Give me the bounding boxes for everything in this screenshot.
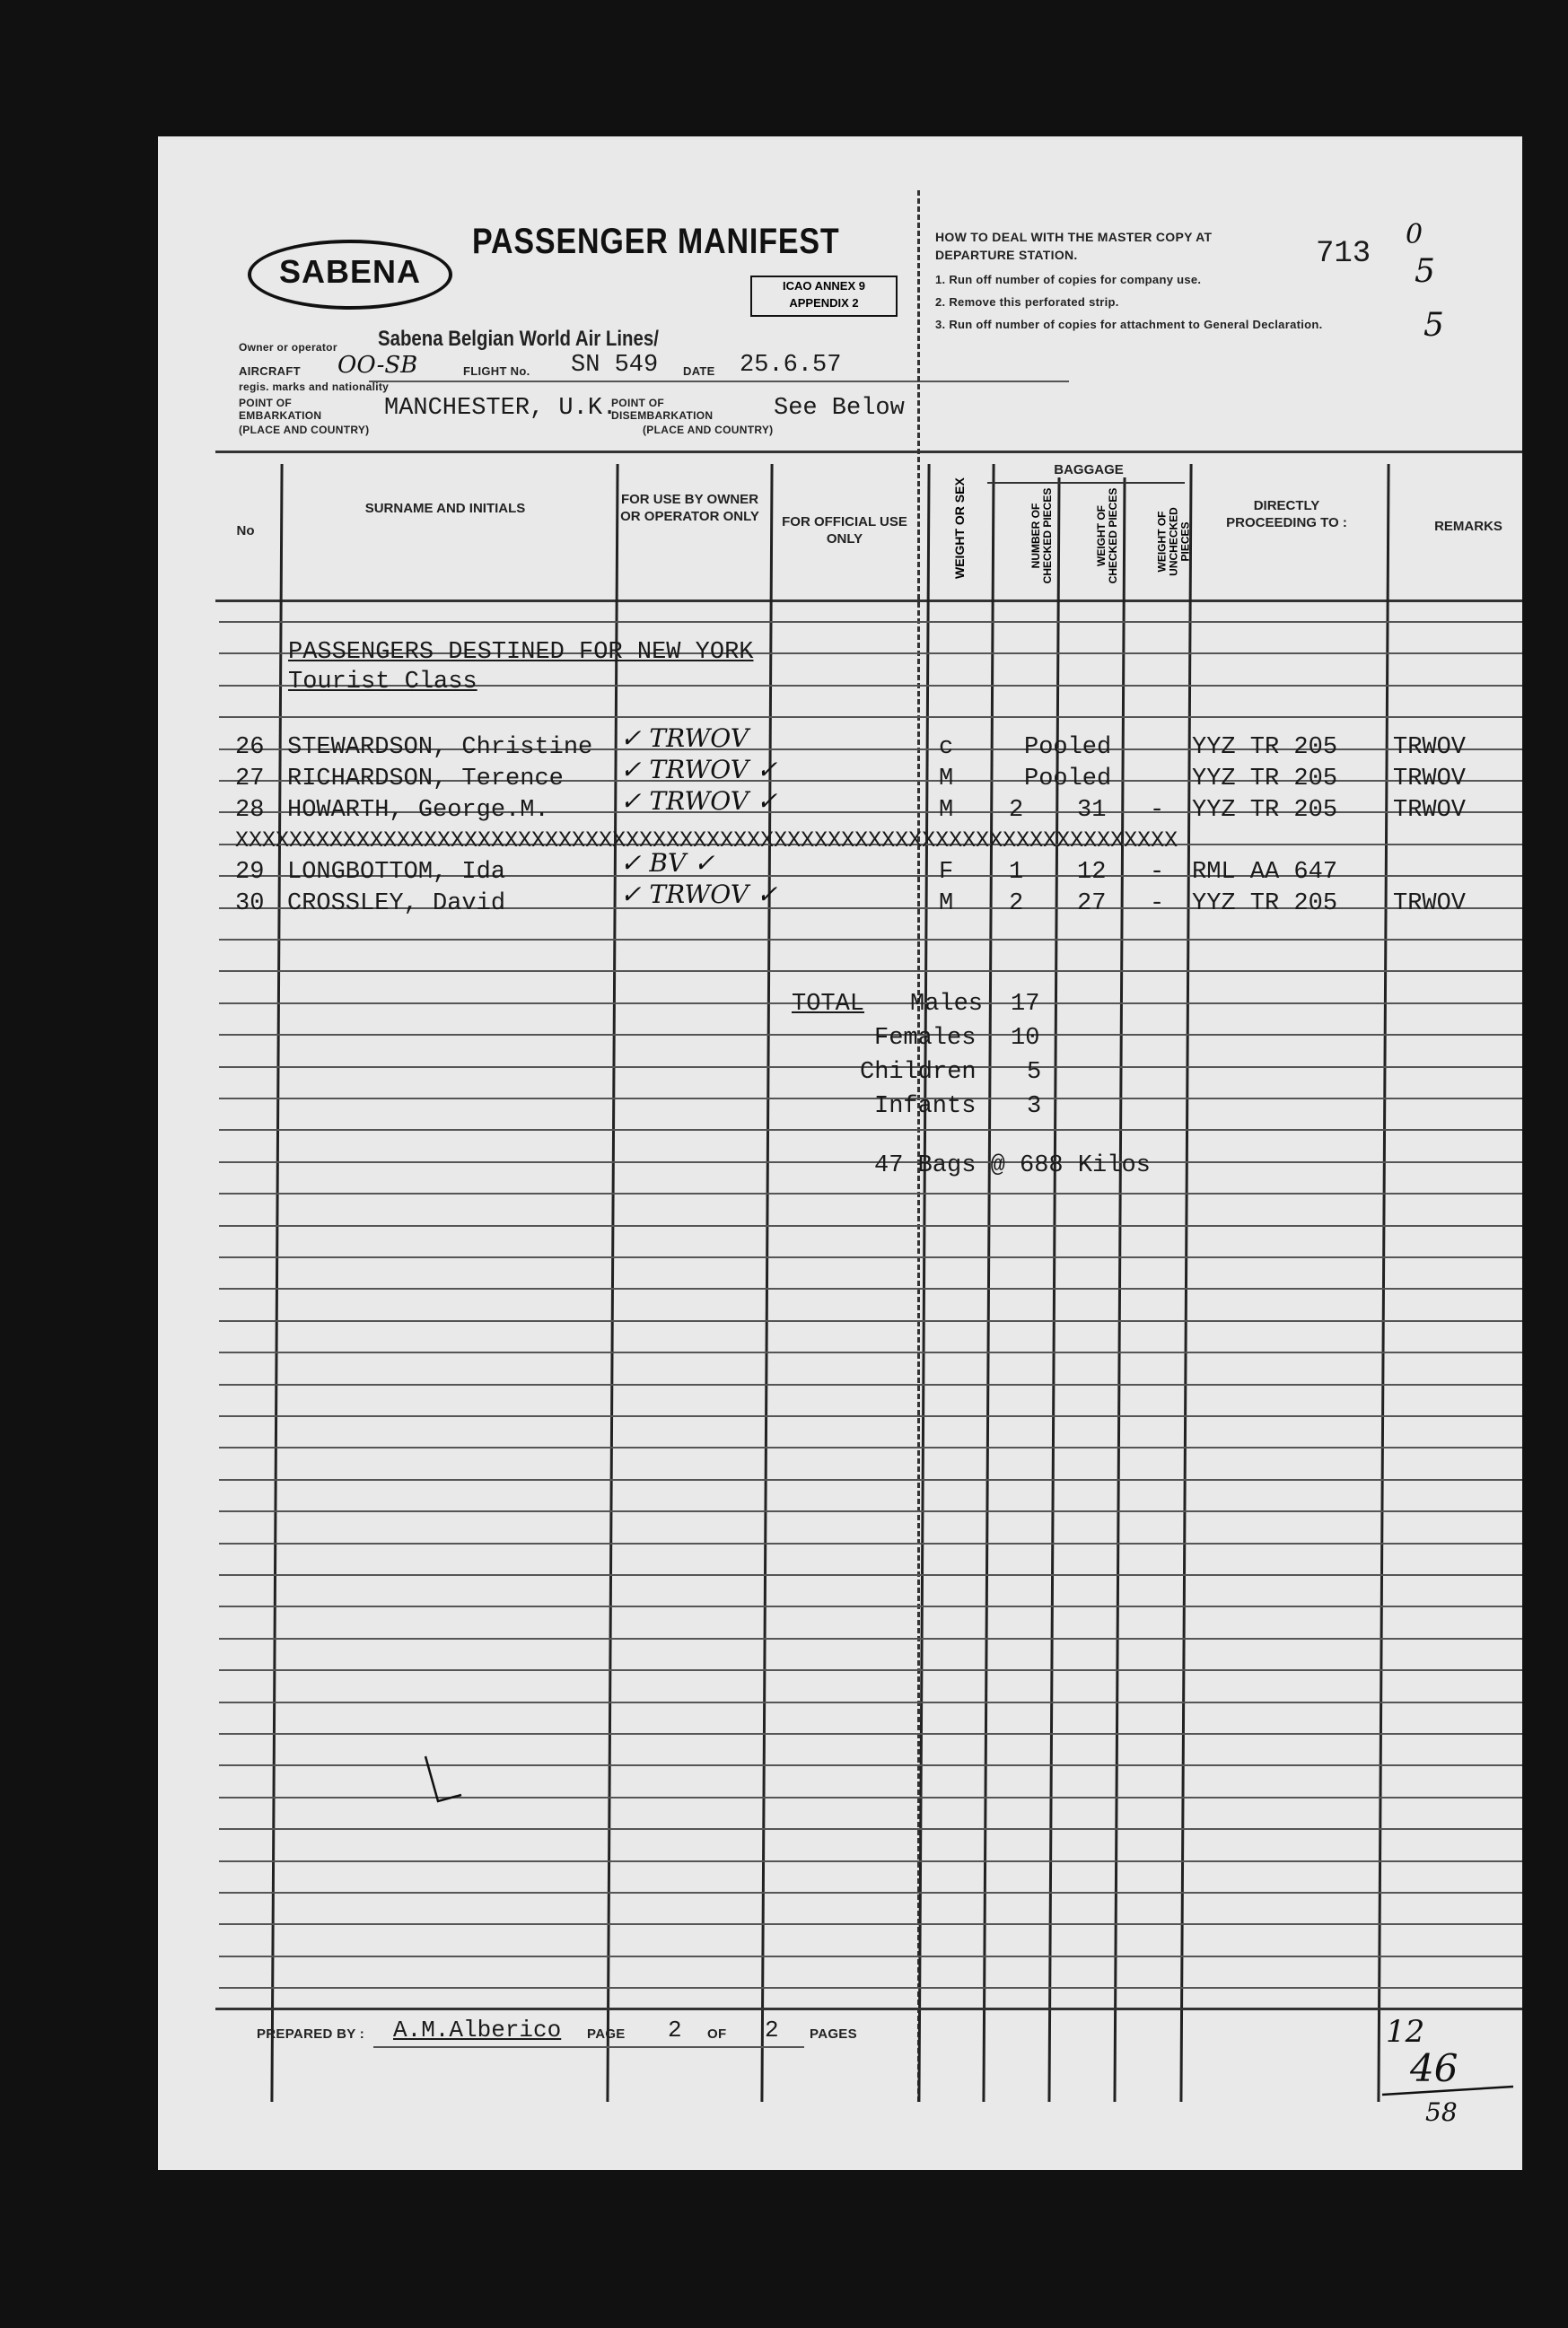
disembark-value: See Below (774, 395, 905, 422)
owner-check-mark: ✓ TRWOV ✓ (620, 755, 778, 784)
baggage-rule (987, 482, 1185, 484)
disembark-label: POINT OF DISEMBARKATION (611, 397, 714, 422)
hand-total-bottom: 58 (1425, 2097, 1458, 2127)
passenger-name: CROSSLEY, David (287, 890, 506, 917)
owner-check-mark: ✓ TRWOV ✓ (620, 880, 778, 909)
passenger-remarks: TRWOV (1393, 797, 1467, 824)
hand-mark-5a: 5 (1415, 253, 1435, 290)
col-line-weight (1113, 477, 1126, 2102)
owner-check-mark: ✓ TRWOV ✓ (620, 786, 778, 816)
ruled-line (219, 1447, 1522, 1448)
page-title: PASSENGER MANIFEST (472, 222, 840, 261)
ruled-line (219, 1669, 1522, 1671)
of-label: OF (707, 2026, 727, 2042)
passenger-sex: c (939, 734, 954, 761)
col-head-num-checked: NUMBER OF CHECKED PIECES (1029, 487, 1054, 584)
ruled-line (219, 970, 1522, 972)
ruled-line (219, 1288, 1522, 1290)
ruled-line (219, 1543, 1522, 1545)
date-label: DATE (683, 364, 715, 378)
ruled-line (219, 1638, 1522, 1640)
ruled-line (219, 1574, 1522, 1576)
passenger-name: LONGBOTTOM, Ida (287, 859, 506, 886)
flight-value: SN 549 (571, 352, 659, 379)
ruled-line (219, 1002, 1522, 1004)
embark-label: POINT OF EMBARKATION (239, 397, 322, 422)
passenger-pieces: 1 (1009, 859, 1024, 886)
ruled-line (219, 1797, 1522, 1799)
ruled-line (219, 1384, 1522, 1386)
owner-value: Sabena Belgian World Air Lines/ (378, 327, 659, 351)
ruled-line (219, 1606, 1522, 1607)
passenger-proceeding: YYZ TR 205 (1192, 890, 1338, 917)
disembark-place-label: (PLACE AND COUNTRY) (643, 424, 774, 436)
ruled-line (219, 1034, 1522, 1036)
passenger-sex: F (939, 859, 954, 886)
passenger-unchecked: - (1150, 890, 1165, 917)
flight-label: FLIGHT No. (463, 364, 530, 378)
ruled-line (219, 1415, 1522, 1417)
table-top-rule (215, 451, 1522, 453)
males-label: Males (910, 991, 984, 1018)
instructions-title: HOW TO DEAL WITH THE MASTER COPY AT DEPARTURE STATION. (935, 230, 1213, 262)
passenger-no: 27 (235, 766, 265, 792)
passenger-no: 26 (235, 734, 265, 761)
hand-total-mid: 46 (1410, 2046, 1459, 2090)
col-head-weight-unchecked: WEIGHT OF UNCHECKED PIECES (1155, 507, 1192, 576)
col-head-sex: WEIGHT OR SEX (952, 477, 967, 579)
ruled-line (219, 716, 1522, 718)
passenger-no: 29 (235, 859, 265, 886)
sabena-logo: SABENA (248, 240, 452, 310)
col-head-baggage: BAGGAGE (1054, 462, 1124, 477)
passenger-pieces: 2 (1009, 797, 1024, 824)
ruled-line (219, 621, 1522, 623)
col-line-unchecked (1179, 464, 1192, 2102)
col-head-owner: FOR USE BY OWNER OR OPERATOR ONLY (620, 492, 759, 524)
passenger-name: STEWARDSON, Christine (287, 734, 593, 761)
instruction-3: 3. Run off number of copies for attachment to General Declaration. (935, 318, 1323, 331)
bags-line: 47 Bags @ 688 Kilos (874, 1152, 1151, 1179)
ruled-line (219, 1733, 1522, 1735)
ruled-line (219, 1479, 1522, 1481)
passenger-unchecked: - (1150, 797, 1165, 824)
passenger-no: 30 (235, 890, 265, 917)
col-head-official: FOR OFFICIAL USE ONLY (782, 514, 907, 547)
ruled-line (219, 1320, 1522, 1322)
ruled-line (219, 1161, 1522, 1163)
ruled-line (219, 1098, 1522, 1099)
class-heading: Tourist Class (288, 669, 477, 696)
infants-value: 3 (1027, 1093, 1042, 1120)
col-line-sex (982, 464, 994, 2102)
passenger-sex: M (939, 890, 954, 917)
passenger-proceeding: YYZ TR 205 (1192, 766, 1338, 792)
passenger-proceeding: RML AA 647 (1192, 859, 1338, 886)
hand-total-rule (1379, 2084, 1522, 2098)
section-heading: PASSENGERS DESTINED FOR NEW YORK (288, 639, 754, 666)
embark-value: MANCHESTER, U.K. (384, 395, 618, 422)
hand-mark-5b: 5 (1423, 307, 1444, 344)
col-line-surname (606, 464, 618, 2102)
passenger-proceeding: YYZ TR 205 (1192, 797, 1338, 824)
owner-check-mark: ✓ BV ✓ (620, 848, 715, 878)
col-head-surname: SURNAME AND INITIALS (364, 501, 526, 516)
col-head-weight-checked: WEIGHT OF CHECKED PIECES (1095, 487, 1119, 584)
passenger-pieces: Pooled (1024, 734, 1112, 761)
ruled-line (219, 1193, 1522, 1195)
passenger-sex: M (939, 766, 954, 792)
passenger-name: HOWARTH, George.M. (287, 797, 549, 824)
page-value: 2 (668, 2017, 682, 2044)
icao-line1: ICAO ANNEX 9 (783, 279, 865, 293)
struck-row: XXXXXXXXXXXXXXXXXXXXXXXXXXXXXXXXXXXXXXXXXXXXXXXXXXXXXXXXXXXXXXXXXXXXXX (235, 827, 1178, 853)
ruled-line (219, 1956, 1522, 1957)
ruled-line (219, 1256, 1522, 1258)
ruled-line (219, 1129, 1522, 1131)
regis-label: regis. marks and nationality (239, 381, 390, 393)
aircraft-underline (369, 381, 1069, 382)
owner-check-mark: ✓ TRWOV (620, 723, 749, 753)
passenger-proceeding: YYZ TR 205 (1192, 734, 1338, 761)
females-label: Females (874, 1025, 977, 1052)
children-value: 5 (1027, 1059, 1042, 1086)
ruled-line (219, 1764, 1522, 1766)
passenger-name: RICHARDSON, Terence (287, 766, 564, 792)
instruction-2: 2. Remove this perforated strip. (935, 295, 1119, 309)
ruled-line (219, 939, 1522, 941)
passenger-remarks: TRWOV (1393, 734, 1467, 761)
icao-line2: APPENDIX 2 (789, 296, 859, 310)
passenger-weight: 31 (1077, 797, 1107, 824)
hand-total-top: 12 (1386, 2014, 1425, 2050)
pages-label: PAGES (810, 2026, 857, 2042)
ruled-line (219, 1702, 1522, 1703)
col-head-no: No (236, 523, 255, 538)
ruled-line (219, 1510, 1522, 1512)
prepared-value: A.M.Alberico (393, 2017, 562, 2044)
ruled-line (219, 1352, 1522, 1353)
ruled-line (219, 1828, 1522, 1830)
col-head-proceeding: DIRECTLY PROCEEDING TO : (1226, 498, 1347, 530)
footer-rule (215, 2008, 1522, 2010)
hand-mark-0: 0 (1406, 219, 1423, 250)
passenger-no: 28 (235, 797, 265, 824)
passenger-remarks: TRWOV (1393, 766, 1467, 792)
of-value: 2 (765, 2017, 779, 2044)
aircraft-value: OO-SB (337, 352, 418, 379)
pen-mark (418, 1752, 472, 1815)
passenger-unchecked: - (1150, 859, 1165, 886)
passenger-weight: 27 (1077, 890, 1107, 917)
passenger-pieces: Pooled (1024, 766, 1112, 792)
instruction-1: 1. Run off number of copies for company use. (935, 273, 1202, 286)
col-head-remarks: REMARKS (1434, 519, 1502, 534)
passenger-weight: 12 (1077, 859, 1107, 886)
col-line-pieces (1047, 477, 1060, 2102)
manifest-sheet (158, 136, 1522, 2170)
table-header-rule (215, 600, 1522, 602)
ruled-line (219, 1860, 1522, 1862)
passenger-pieces: 2 (1009, 890, 1024, 917)
col-line-owner (760, 464, 773, 2102)
children-label: Children (860, 1059, 977, 1086)
col-line-proceeding (1377, 464, 1389, 2102)
ruled-line (219, 1923, 1522, 1925)
embark-place-label: (PLACE AND COUNTRY) (239, 424, 370, 436)
passenger-remarks: TRWOV (1393, 890, 1467, 917)
ruled-line (219, 1225, 1522, 1227)
icao-box (750, 276, 898, 317)
males-value: 17 (1011, 991, 1040, 1018)
aircraft-label: AIRCRAFT (239, 364, 301, 378)
date-value: 25.6.57 (740, 352, 842, 379)
ruled-line (219, 1892, 1522, 1894)
col-line-no (270, 464, 283, 2102)
infants-label: Infants (874, 1093, 977, 1120)
owner-label: Owner or operator (239, 341, 337, 354)
footer-underline (373, 2046, 804, 2048)
page-label: PAGE (587, 2026, 626, 2042)
prepared-label: PREPARED BY : (257, 2026, 365, 2042)
manifest-number: 713 (1316, 237, 1371, 271)
females-value: 10 (1011, 1025, 1040, 1052)
passenger-sex: M (939, 797, 954, 824)
ruled-line (219, 1987, 1522, 1989)
total-label: TOTAL (792, 991, 865, 1018)
